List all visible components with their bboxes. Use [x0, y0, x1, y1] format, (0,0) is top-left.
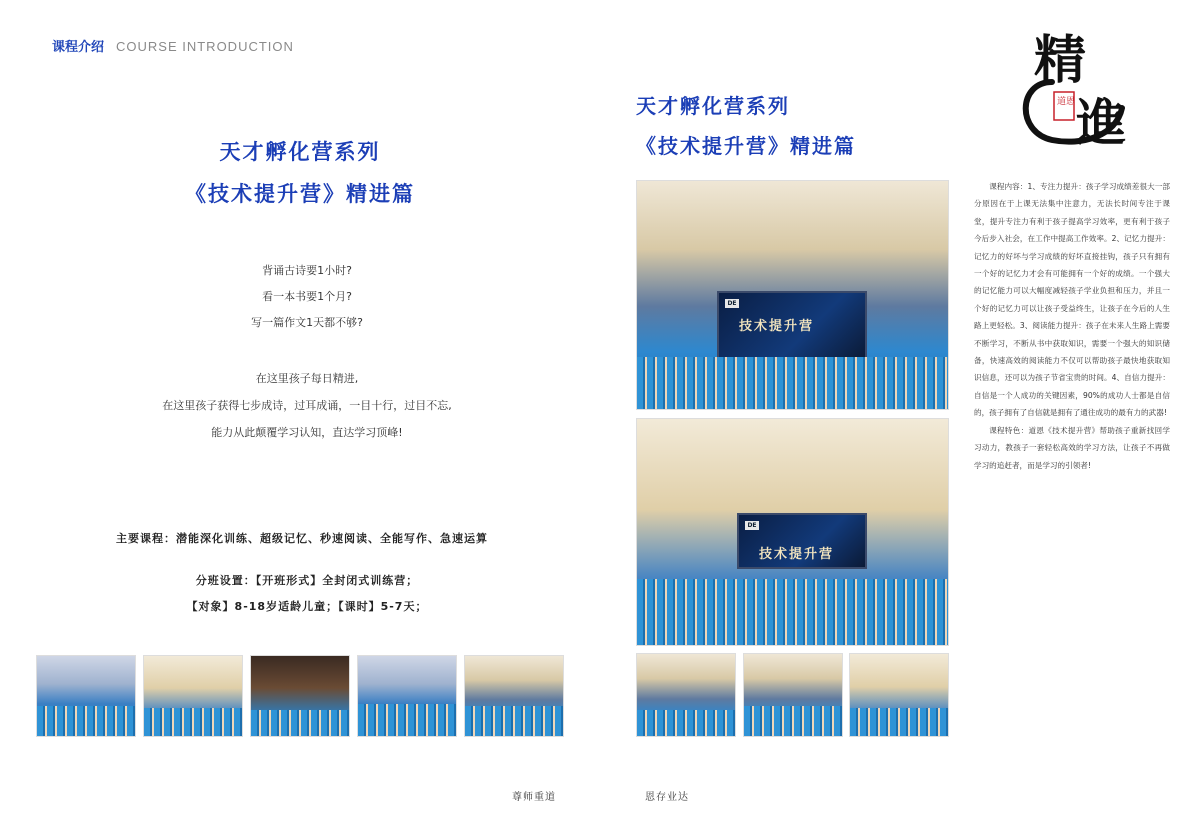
- intro-line: 看一本书要1个月?: [262, 290, 352, 303]
- course-description: [974, 178, 1170, 474]
- photo-stage-1: [636, 180, 949, 410]
- photo-left-3: [250, 655, 350, 737]
- stage-screen: DE 技术提升营: [717, 291, 867, 361]
- course-content-paragraph: 课程内容：1、专注力提升：孩子学习成绩差很大一部分原因在于上课无法集中注意力，无法长时间专注于课堂，提升专注力有利于孩子提高学习效率，更有利于孩子今后步入社会，在工作中提高工作效率。2、记忆力提升：记忆力的好坏与学习成绩的好坏直接挂钩，孩子只有拥有一个好的记忆力才会有可能拥有一个好的成绩。一个强大的记忆能力可以大幅度减轻孩子学业负担和压力，并且一个好的记忆力可以让孩子受益终生，让孩子在今后的人生路上更轻松。3、阅读能力提升：孩子在未来人生路上需要不断学习，不断从书中获取知识，需要一个强大的知识储备，快速高效的阅读能力不仅可以帮助孩子最快地获取知识信息，还可以为孩子节省宝贵的时间。4、自信力提升：自信是一个人成功的关键因素，90%的成功人士都是自信的，孩子拥有了自信就是拥有了通往成功的最有力的武器!: [974, 182, 1170, 418]
- photo-right-small-3: [849, 653, 949, 737]
- photo-left-5: [464, 655, 564, 737]
- svg-text:道恩: 道恩: [1057, 97, 1076, 107]
- photo-left-2: [143, 655, 243, 737]
- left-title-line2: 《技术提升营》精进篇: [185, 182, 415, 206]
- footer-left: 尊师重道: [512, 792, 556, 803]
- header-en: COURSE INTRODUCTION: [116, 39, 294, 54]
- photo-right-small-2: [743, 653, 843, 737]
- main-courses: 主要课程：潜能深化训练、超级记忆、秒速阅读、全能写作、急速运算: [116, 532, 488, 545]
- photo-left-4: [357, 655, 457, 737]
- course-feature-paragraph: 课程特色：道恩《技术提升营》帮助孩子重新找回学习动力，教孩子一套轻松高效的学习方法，让孩子不再做学习的追赶者，而是学习的引领者!: [974, 425, 1170, 470]
- photo-left-1: [36, 655, 136, 737]
- page-header: [52, 36, 294, 55]
- intro-line: 在这里孩子每日精进,: [255, 372, 359, 385]
- header-cn: 课程介绍: [52, 40, 105, 55]
- photo-right-small-1: [636, 653, 736, 737]
- intro-line: 背诵古诗要1小时?: [262, 264, 352, 277]
- right-title-line1: 天才孵化营系列: [636, 94, 790, 118]
- svg-text:精: 精: [1034, 30, 1087, 91]
- intro-line: 在这里孩子获得七步成诗，过耳成诵，一目十行，过目不忘,: [162, 399, 452, 412]
- left-title-line1: 天才孵化营系列: [219, 140, 381, 164]
- svg-text:進: 進: [1076, 93, 1126, 152]
- stage-screen: DE 技术提升营: [737, 513, 867, 569]
- right-title-line2: 《技术提升营》精进篇: [636, 134, 856, 158]
- class-settings-line2: 【对象】8-18岁适龄儿童；【课时】5-7天；: [186, 600, 428, 613]
- class-settings-line1: 分班设置：【开班形式】全封闭式训练营；: [195, 574, 419, 587]
- photo-stage-2: [636, 418, 949, 646]
- footer-right: 恩存业达: [645, 792, 689, 803]
- intro-line: 能力从此颠覆学习认知，直达学习顶峰!: [211, 426, 403, 439]
- intro-line: 写一篇作文1天都不够?: [251, 316, 363, 329]
- calligraphy-seal-logo: [1012, 12, 1136, 152]
